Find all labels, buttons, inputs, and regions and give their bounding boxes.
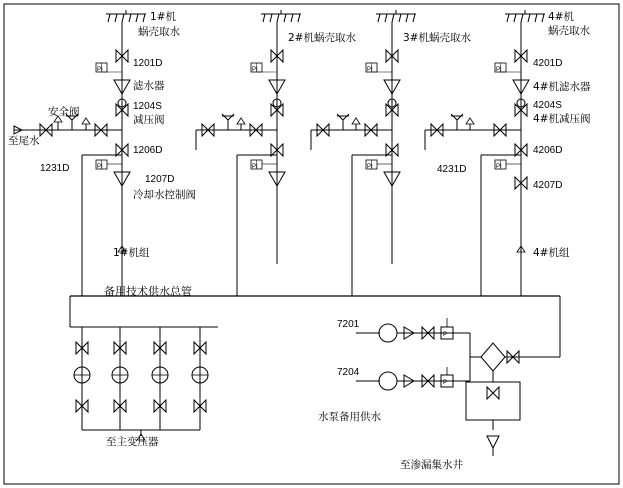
instrument-tag-pump2: P [443, 380, 448, 386]
to-seepage-well-label: 至渗漏集水井 [400, 459, 463, 471]
to-main-transformer-label: 至主变压器 [106, 436, 159, 448]
tag-4204S: 4204S [533, 100, 562, 111]
instrument-tag-p2-unit2: PI [252, 164, 258, 170]
unit4-header-line2: 蜗壳取水 [548, 25, 590, 37]
pump-backup-supply-label: 水泵备用供水 [318, 411, 381, 423]
tag-1206D: 1206D [133, 145, 163, 156]
unit1-header-line1: 1#机 [150, 11, 176, 23]
instrument-tag-p-unit1: PI [97, 67, 103, 73]
tag-1231D: 1231D [40, 163, 70, 174]
instrument-tag-p2-unit4: PI [496, 164, 502, 170]
filter4-label: 4#机滤水器 [533, 81, 591, 93]
to-tailwater-label: 至尾水 [8, 135, 40, 147]
instrument-tag-pump1: P [443, 332, 448, 338]
safety-valve-label: 安全阀 [48, 106, 80, 118]
pressure-reducing-valve-label: 减压阀 [133, 114, 165, 126]
tag-1204S: 1204S [133, 101, 162, 112]
instrument-tag-p-unit2: PI [252, 67, 258, 73]
tag-1207D: 1207D [145, 174, 175, 185]
filter-label: 滤水器 [133, 80, 165, 92]
unit1-header-line2: 蜗壳取水 [138, 26, 180, 38]
cooling-water-control-valve-label: 冷却水控制阀 [133, 189, 196, 201]
tag-4231D: 4231D [437, 164, 467, 175]
unit2-header: 2#机蜗壳取水 [288, 32, 356, 44]
prv4-label: 4#机减压阀 [533, 113, 591, 125]
backup-header-label: 备用技术供水总管 [104, 285, 192, 298]
tag-4207D: 4207D [533, 180, 563, 191]
instrument-tag-p-unit3: PI [367, 67, 373, 73]
instrument-tag-p2-unit1: PI [97, 164, 103, 170]
unit4-bottom-label: 4#机组 [533, 247, 570, 259]
tag-4206D: 4206D [533, 145, 563, 156]
unit4-header-line1: 4#机 [548, 11, 574, 23]
instrument-tag-p2-unit3: PI [367, 164, 373, 170]
instrument-tag-p-unit4: PI [496, 67, 502, 73]
tag-1201D: 1201D [133, 58, 163, 69]
tag-7201: 7201 [337, 319, 360, 330]
tag-7204: 7204 [337, 367, 360, 378]
tag-4201D: 4201D [533, 58, 563, 69]
unit3-header: 3#机蜗壳取水 [403, 32, 471, 44]
unit1-bottom-label: 1#机组 [113, 247, 150, 259]
